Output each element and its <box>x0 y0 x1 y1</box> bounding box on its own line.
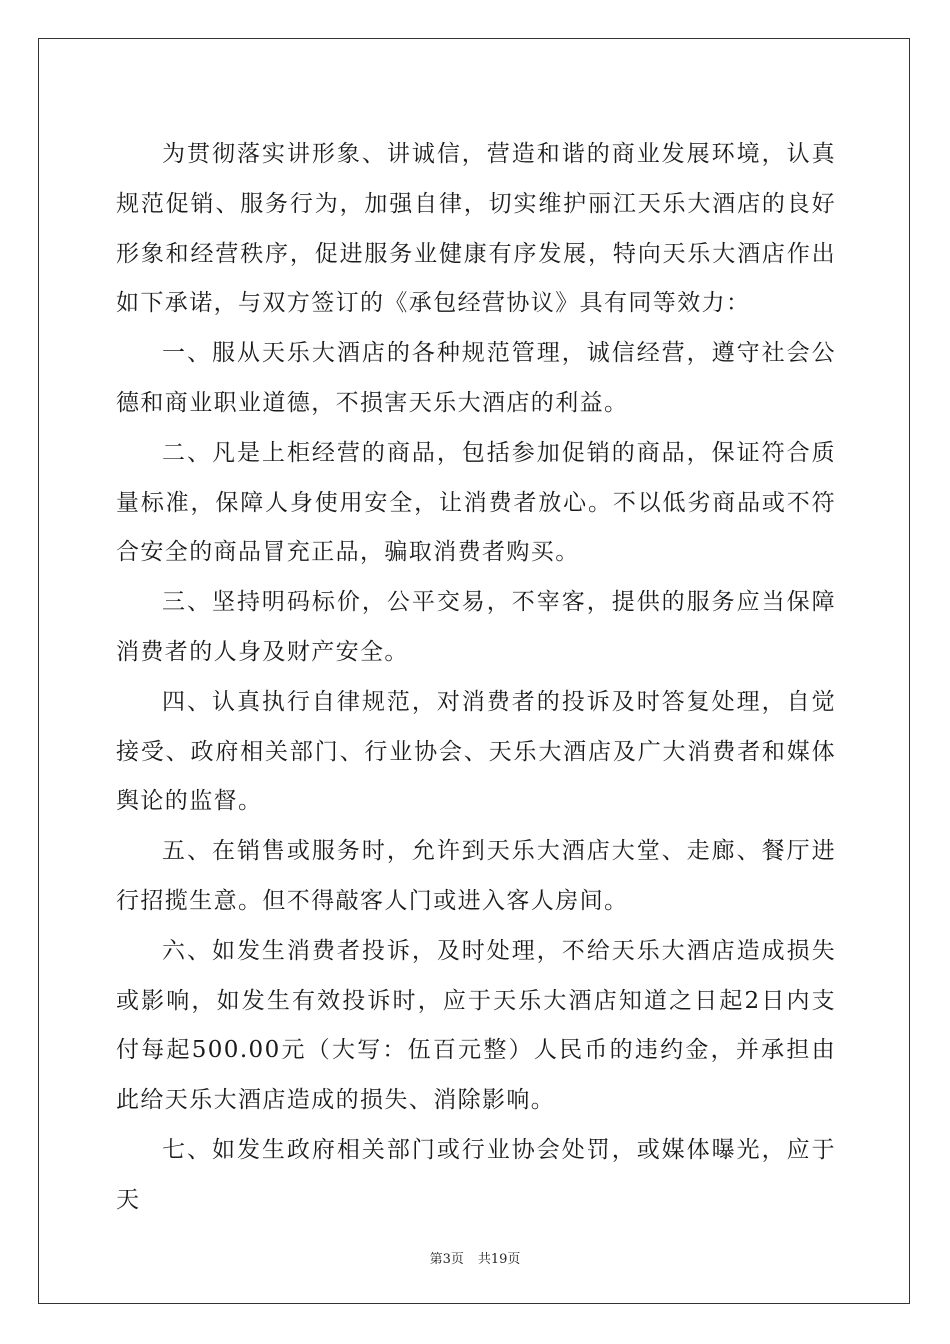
page-number: 第3页 <box>429 1252 464 1267</box>
page-footer <box>0 1248 950 1267</box>
paragraph-clause-1: 一、服从天乐大酒店的各种规范管理，诚信经营，遵守社会公德和商业职业道德，不损害天乐大酒店的利益。 <box>116 340 836 416</box>
page-total: 共19页 <box>477 1252 521 1267</box>
document-body <box>116 130 836 1226</box>
paragraph-clause-7: 七、如发生政府相关部门或行业协会处罚，或媒体曝光，应于天 <box>116 1136 836 1213</box>
paragraph-clause-4: 四、认真执行自律规范，对消费者的投诉及时答复处理，自觉接受、政府相关部门、行业协会、天乐大酒店及广大消费者和媒体舆论的监督。 <box>116 688 836 815</box>
paragraph-clause-2: 二、凡是上柜经营的商品，包括参加促销的商品，保证符合质量标准，保障人身使用安全，让消费者放心。不以低劣商品或不符合安全的商品冒充正品，骗取消费者购买。 <box>116 439 836 566</box>
paragraph-clause-5: 五、在销售或服务时，允许到天乐大酒店大堂、走廊、餐厅进行招揽生意。但不得敲客人门或进入客人房间。 <box>116 838 836 914</box>
paragraph-clause-3: 三、坚持明码标价，公平交易，不宰客，提供的服务应当保障消费者的人身及财产安全。 <box>116 589 836 665</box>
paragraph-clause-6: 六、如发生消费者投诉，及时处理，不给天乐大酒店造成损失或影响，如发生有效投诉时，应于天乐大酒店知道之日起2日内支付每起500.00元（大写：伍百元整）人民币的违约金，并承担由此给天乐大酒店造成的损失、消除影响。 <box>116 937 836 1114</box>
paragraph-intro: 为贯彻落实讲形象、讲诚信，营造和谐的商业发展环境，认真规范促销、服务行为，加强自律，切实维护丽江天乐大酒店的良好形象和经营秩序，促进服务业健康有序发展，特向天乐大酒店作出如下承诺，与双方签订的《承包经营协议》具有同等效力： <box>116 141 836 317</box>
